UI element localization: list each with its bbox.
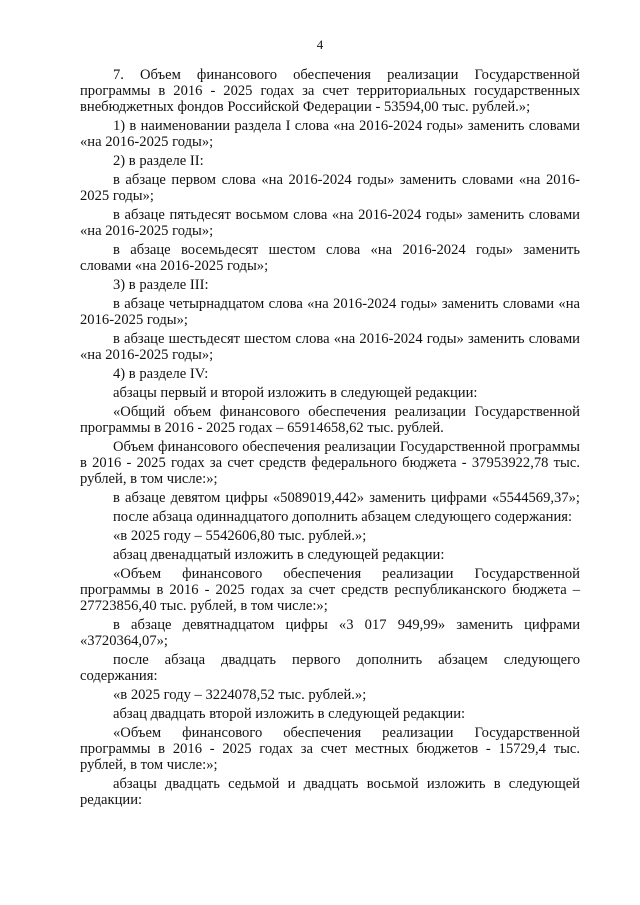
paragraph-abz-22: абзац двадцать второй изложить в следующей редакции: (113, 706, 466, 722)
document-body (80, 67, 580, 808)
paragraph-abz-27-28: абзацы двадцать седьмой и двадцать восьмой изложить в следующей редакции: (80, 776, 580, 808)
paragraph-total-volume: «Общий объем финансового обеспечения реализации Государственной программы в 2016 - 2025 годах – 65914658,62 тыс. рублей. (80, 404, 580, 436)
paragraph-federal-budget: Объем финансового обеспечения реализации Государственной программы в 2016 - 2025 годах за счет средств федерального бюджета - 37953922,78 тыс. рублей, в том числе:»; (80, 439, 580, 487)
paragraph-2025-federal: «в 2025 году – 5542606,80 тыс. рублей.»; (113, 528, 367, 544)
paragraph-local-budget: «Объем финансового обеспечения реализации Государственной программы в 2016 - 2025 годах за счет местных бюджетов - 15729,4 тыс. рублей, в том числе:»; (80, 725, 580, 773)
paragraph-abz-19-digits: в абзаце девятнадцатом цифры «3 017 949,99» заменить цифрами «3720364,07»; (80, 617, 580, 649)
paragraph-section-ii-abz-1: в абзаце первом слова «на 2016-2024 годы» заменить словами «на 2016-2025 годы»; (80, 172, 580, 204)
paragraph-section-iii-abz-14: в абзаце четырнадцатом слова «на 2016-2024 годы» заменить словами «на 2016-2025 годы»; (80, 296, 580, 328)
paragraph-section-ii-abz-58: в абзаце пятьдесят восьмом слова «на 2016-2024 годы» заменить словами «на 2016-2025 годы»; (80, 207, 580, 239)
paragraph-section-iv-abz-1-2: абзацы первый и второй изложить в следующей редакции: (113, 385, 478, 401)
paragraph-amend-1: 1) в наименовании раздела I слова «на 2016-2024 годы» заменить словами «на 2016-2025 годы»; (80, 118, 580, 150)
paragraph-section-iii-abz-66: в абзаце шестьдесят шестом слова «на 2016-2024 годы» заменить словами «на 2016-2025 годы»; (80, 331, 580, 363)
paragraph-after-abz-11: после абзаца одиннадцатого дополнить абзацем следующего содержания: (113, 509, 573, 525)
paragraph-abz-9-digits: в абзаце девятом цифры «5089019,442» заменить цифрами «5544569,37»; (113, 490, 580, 506)
paragraph-section-iii: 3) в разделе III: (113, 277, 209, 293)
paragraph-section-ii-abz-86: в абзаце восемьдесят шестом слова «на 2016-2024 годы» заменить словами «на 2016-2025 годы»; (80, 242, 580, 274)
page-number: 4 (316, 37, 324, 52)
paragraph-section-ii: 2) в разделе II: (113, 153, 204, 169)
paragraph-2025-republic: «в 2025 году – 3224078,52 тыс. рублей.»; (113, 687, 367, 703)
paragraph-after-abz-21: после абзаца двадцать первого дополнить абзацем следующего содержания: (80, 652, 580, 684)
paragraph-section-iv: 4) в разделе IV: (113, 366, 209, 382)
paragraph-republic-budget: «Объем финансового обеспечения реализации Государственной программы в 2016 - 2025 годах за счет средств республиканского бюджета – 27723856,40 тыс. рублей, в том числе:»; (80, 566, 580, 614)
paragraph-abz-12: абзац двенадцатый изложить в следующей редакции: (113, 547, 445, 563)
paragraph-item-7: 7. Объем финансового обеспечения реализации Государственной программы в 2016 - 2025 годах за счет территориальных государственных внебюджетных фондов Российской Федерации - 53594,00 тыс. рублей.»; (80, 67, 580, 115)
